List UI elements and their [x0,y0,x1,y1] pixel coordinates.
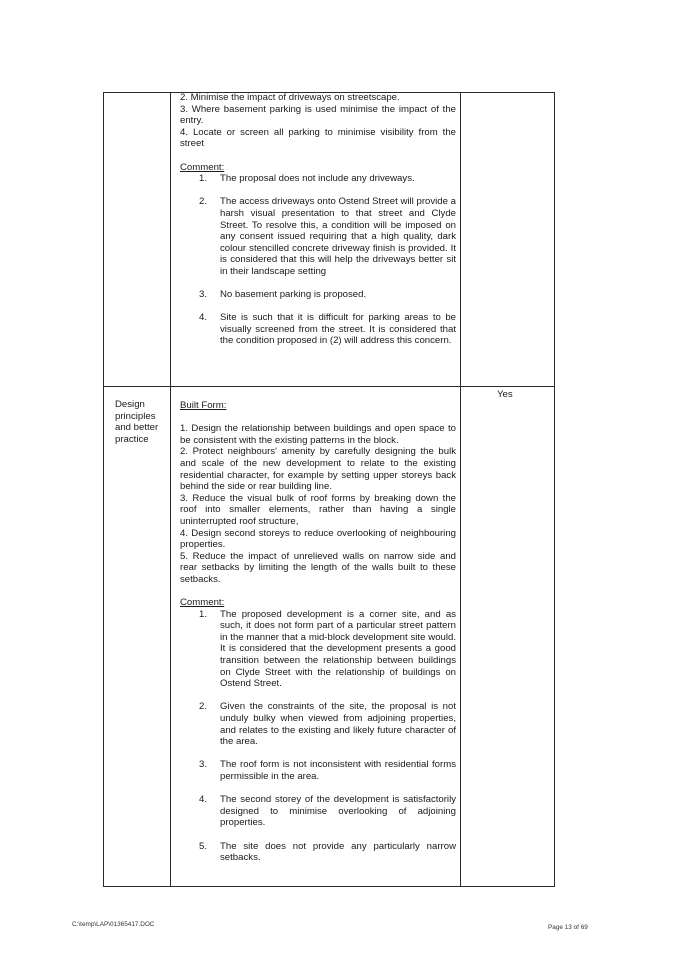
row1-comment-text: The access driveways onto Ostend Street will provide a harsh visual presentation to that street and Clyde Street. To resolve this, a condition will be imposed on any consent issued requiring that a high quality, dark colour stencilled concrete driveway finish is provided. It is considered that this will help the driveways better sit in their landscape setting [220,196,456,277]
row2-comment-number: 2. [199,701,208,713]
row2-comment-item [180,701,456,747]
row1-comment-text: Site is such that it is difficult for parking areas to be visually screened from the street. It is considered that the condition proposed in (2) will address this concern. [220,312,456,347]
footer-page-number: Page 13 of 69 [548,924,588,931]
row2-comment-number: 1. [199,608,208,620]
row2-comment-item [180,794,456,829]
row2-guideline: 3. Reduce the visual bulk of roof forms by breaking down the roof into smaller elements, rather than having a single uninterrupted roof structure, [180,492,456,527]
table-border-right [554,92,555,887]
built-form-heading: Built Form: [180,400,227,411]
row2-comment-text: Given the constraints of the site, the proposal is not unduly bulky when viewed from adjoining properties, and relates to the existing and likely future character of the area. [220,701,456,748]
row2-comment-text: The roof form is not inconsistent with residential forms permissible in the area. [220,759,456,782]
column-divider-2 [460,92,461,887]
row1-comment-number: 4. [199,312,208,324]
row2-comment-number: 4. [199,794,208,806]
row2-comment-text: The site does not provide any particularly narrow setbacks. [220,840,456,864]
footer-file-path: C:\temp\LAP\01365417.DOC [72,921,155,928]
table-border-left [103,92,104,887]
row1-comment-item [180,289,456,301]
row2-comment-text: The second storey of the development is satisfactorily designed to minimise overlooking of adjoining properties. [220,794,456,829]
row2-comment-item [180,841,456,864]
row-divider [103,386,555,387]
row2-category-cell [115,399,167,445]
row1-comment-item [180,312,456,347]
row2-comment-text: The proposed development is a corner site, and as such, it does not form part of a particular street pattern in the manner that a mid-block development site would. It is considered that the development presents a good transition between the relationship between buildings on Clyde Street with the relationship of buildings on Ostend Street. [220,608,456,690]
row2-guideline: 5. Reduce the impact of unrelieved walls on narrow side and rear setbacks by limiting the length of the walls built to these setbacks. [180,550,456,585]
row1-comment-text: The proposal does not include any driveways. [220,173,415,185]
compliance-value: Yes [497,389,513,400]
row1-comment-number: 2. [199,196,208,208]
row1-comment-heading: Comment: [180,161,225,173]
row1-comment-number: 1. [199,173,208,185]
row1-guideline: 4. Locate or screen all parking to minimise visibility from the street [180,126,456,150]
row1-guideline: 3. Where basement parking is used minimise the impact of the entry. [180,103,456,127]
row2-comment-item [180,609,456,690]
row1-comment-text: No basement parking is proposed. [220,289,367,301]
row1-criteria-cell [180,92,456,347]
row2-comment-number: 3. [199,759,208,771]
column-divider-1 [170,92,171,887]
row2-compliance-cell [497,389,537,401]
row2-guideline: 4. Design second storeys to reduce overlooking of neighbouring properties. [180,527,456,551]
row2-comment-number: 5. [199,840,208,852]
row2-guideline: 1. Design the relationship between buildings and open space to be consistent with the existing patterns in the block. [180,423,456,446]
category-label: Design principles and better practice [115,399,159,445]
row1-comment-item [180,173,456,185]
row2-comment-item [180,759,456,782]
row2-guideline: 2. Protect neighbours' amenity by carefully designing the bulk and scale of the new development to relate to the existing residential character, for example by setting upper storeys back behind the side or rear building line. [180,446,456,493]
row1-comment-number: 3. [199,289,208,301]
table-border-bottom [103,886,555,887]
row2-comment-heading: Comment: [180,597,225,609]
row1-guideline: 2. Minimise the impact of driveways on streetscape. [180,92,400,103]
row2-criteria-cell [180,400,456,864]
row1-comment-item [180,196,456,277]
